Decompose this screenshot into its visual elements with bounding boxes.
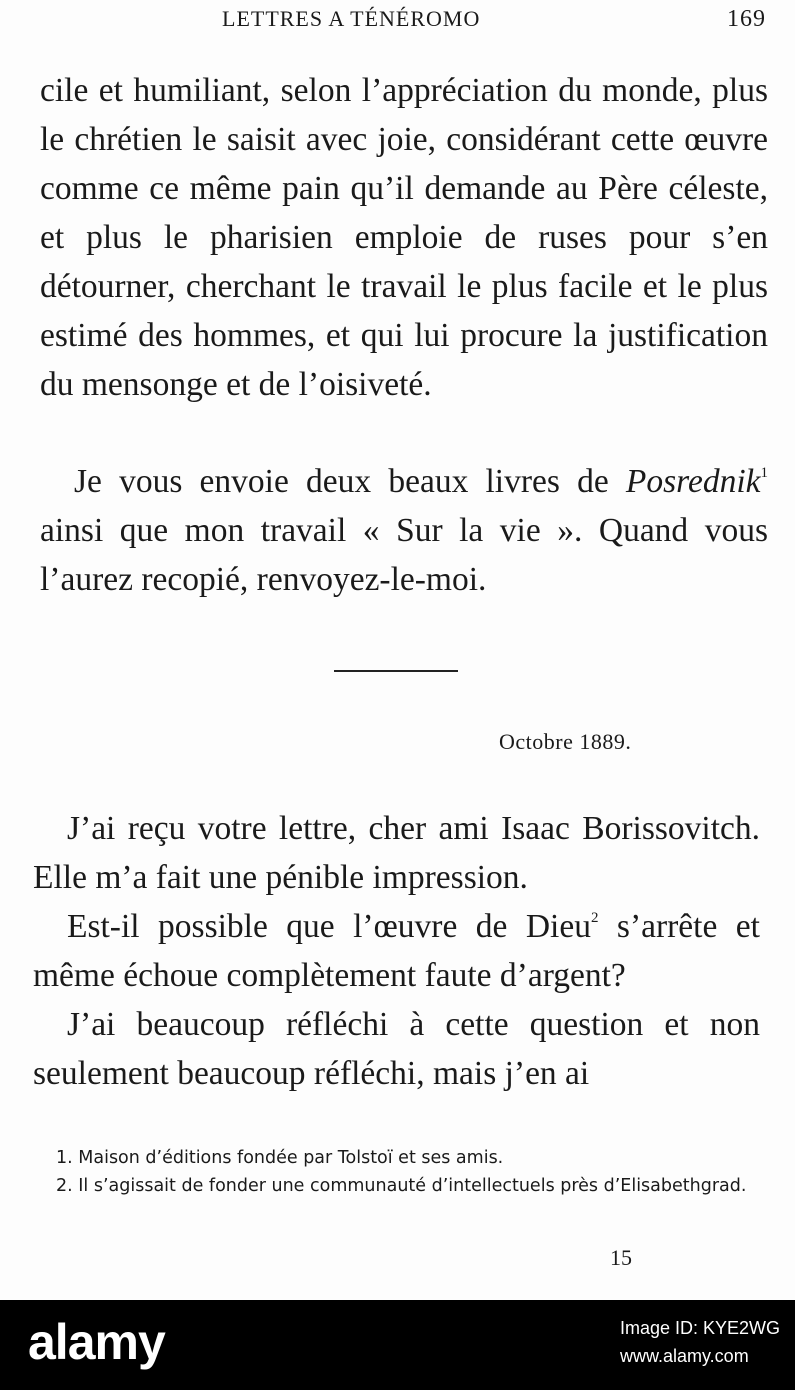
body-paragraph	[33, 902, 760, 1000]
letter-date: Octobre 1889.	[499, 729, 632, 754]
paragraph-text: Est-il possible que l’œuvre de Dieu	[67, 908, 591, 945]
signature-mark: 15	[610, 1245, 632, 1270]
footnotes	[34, 1144, 759, 1200]
running-head	[0, 2, 795, 36]
image-id-label: Image ID: KYE2WG	[620, 1318, 781, 1338]
body-paragraph: J’ai reçu votre lettre, cher ami Isaac Borissovitch. Elle m’a fait une pénible impression.	[33, 810, 760, 896]
letter-body	[33, 804, 760, 1098]
page-number: 169	[727, 6, 766, 32]
footnote-ref: 1	[760, 465, 768, 481]
body-paragraph: cile et humiliant, selon l’appréciation du monde, plus le chrétien le saisit avec joie, considérant cette œuvre comme ce même pain qu’il demande au Père céleste, et plus le pharisien emploie de ruses pour s’en détourner, cherchant le travail le plus facile et le plus estimé des hommes, et qui lui procure la justification du mensonge et de l’oisiveté.	[40, 72, 768, 403]
paragraph-text: ainsi que mon travail « Sur la vie ». Quand vous l’aurez recopié, renvoyez-le-moi.	[40, 512, 768, 598]
alamy-logo: alamy	[28, 1314, 165, 1370]
running-title: LETTRES A TÉNÉROMO	[222, 6, 481, 31]
footnote-ref: 2	[590, 910, 599, 926]
watermark-url: www.alamy.com	[620, 1346, 749, 1366]
italic-title: Posrednik	[625, 463, 761, 500]
body-paragraph	[40, 457, 768, 604]
paragraph-text: Je vous envoie deux beaux livres de	[74, 463, 626, 500]
footnote: 2. Il s’agissait de fonder une communauté d’intellectuels près d’Elisabethgrad.	[56, 1176, 747, 1196]
body-paragraph: J’ai beaucoup réfléchi à cette question et non seulement beaucoup réfléchi, mais j’en ai	[33, 1006, 760, 1092]
section-divider	[334, 670, 458, 672]
paragraph-text: s’arrête et même échoue complètement faute d’argent?	[33, 908, 760, 994]
footnote: 1. Maison d’éditions fondée par Tolstoï et ses amis.	[56, 1148, 504, 1168]
